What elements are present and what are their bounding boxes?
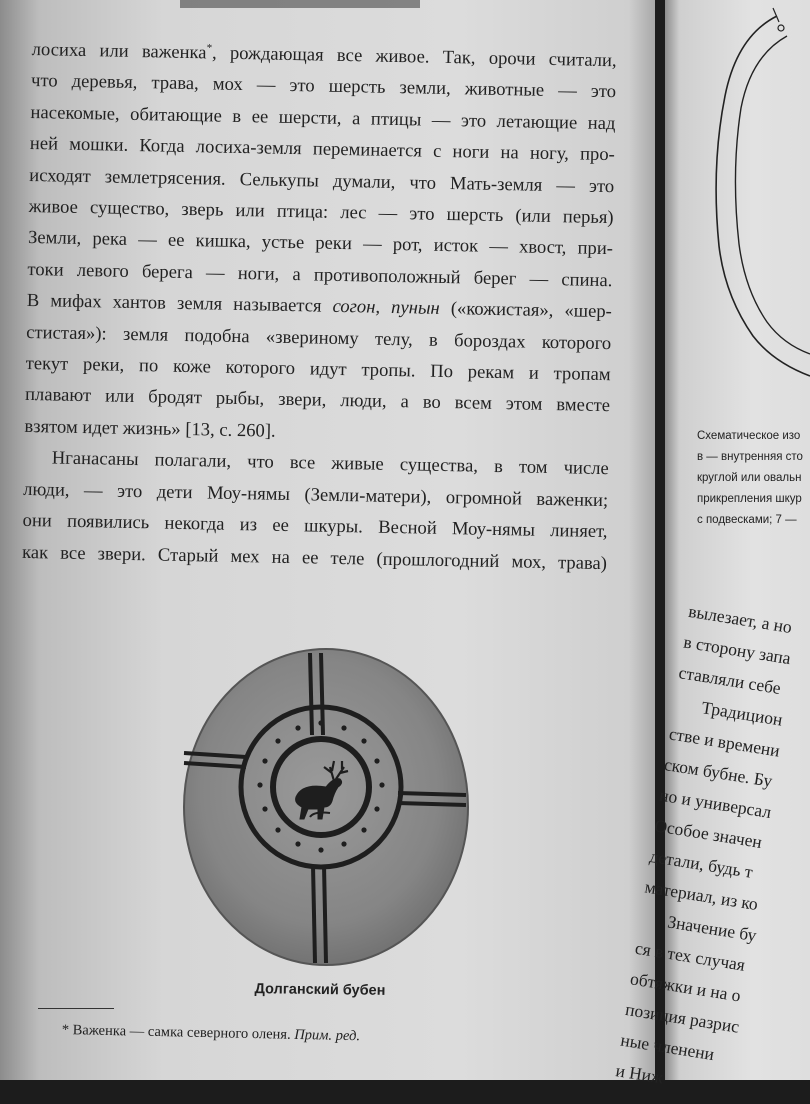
footnote-divider	[38, 1008, 114, 1009]
text-line: материал, из ко	[643, 876, 760, 915]
italic-term: согон, пунын	[332, 296, 440, 320]
text-line: что деревья, трава, мох — это шерсть земли, животные — это	[30, 70, 617, 103]
text-line: ском бубне. Бу	[662, 754, 774, 791]
text-line: Особое значен	[653, 815, 764, 852]
right-page	[614, 0, 810, 1088]
text-line: Традицион	[700, 697, 784, 730]
text-line: В мифах хантов земля называется согон, пунын («кожистая», «шер-	[26, 290, 612, 323]
text-line: Нганасаны полагали, что все живые существа, в том числе	[51, 447, 609, 480]
text-line: лосиха или важенка*, рождающая все живое. Так, орочи считали,	[31, 38, 617, 72]
text-line: исходят землетрясения. Селькупы думали, что Мать-земля — это	[29, 164, 615, 197]
text-line: в сторону запа	[682, 631, 793, 669]
text-line: текут реки, по коже которого идут тропы. По рекам и тропам	[25, 353, 611, 386]
text-line: плавают или бродят рыбы, звери, люди, а во всем этом вместе	[24, 384, 611, 417]
text-line: ся в тех случая	[633, 937, 747, 975]
text-line: вылезает, а но	[687, 600, 794, 638]
text-line: люди, — это дети Моу-нямы (Земли-матери), огромной важенки;	[23, 478, 609, 511]
footnote: * Важенка — самка северного оленя. Прим. ред.	[61, 1022, 361, 1045]
text-line: ные членени	[619, 1029, 716, 1065]
schematic-caption: Схематическое изо в — внутренняя сто круглой или овальн прикрепления шкур с подвесками; 7 —	[697, 430, 803, 526]
text-line: ставляли себе	[677, 662, 783, 699]
text-line: живое существо, зверь или птица: лес — это шерсть (или перья)	[28, 196, 614, 229]
text-line: токи левого берега — ноги, а противоположный берег — спина.	[27, 258, 613, 292]
schematic-drawing	[665, 0, 810, 420]
text-line: ней мошки. Когда лосиха-земля переминается с ноги на ногу, про-	[29, 133, 615, 166]
tambourine-illustration	[176, 647, 476, 969]
footnote-mark: *	[206, 42, 213, 55]
text-line: как все звери. Старый мех на ее теле (прошлогодний мох, трава)	[21, 541, 608, 574]
text-line: Земли, река — ее кишка, устье реки — рот, исток — хвост, при-	[27, 227, 614, 260]
text-line: но и универсал	[657, 784, 773, 823]
text-line: Значение бу	[666, 911, 758, 946]
text-line: они появились некогда из ее шкуры. Весной Моу-нямы линяет,	[22, 510, 608, 543]
text-line: и Ниж	[614, 1060, 665, 1088]
body-text	[22, 34, 617, 579]
text-line: стве и времени	[667, 723, 782, 761]
text-line: насекомые, обитающие в ее шерсти, а птицы — это летающие над	[30, 101, 616, 135]
text-line: детали, будь т	[648, 845, 755, 882]
text-line: обтяжки и на о	[628, 968, 743, 1006]
text-line: позиция разрис	[624, 998, 741, 1037]
text-line: взятом идет жизнь» [13, с. 260].	[24, 415, 276, 442]
figure-caption: Долганский бубен	[254, 981, 386, 999]
running-header	[180, 0, 420, 8]
text-line: стистая»): земля подобна «звериному телу, в бороздах которого	[26, 321, 612, 354]
